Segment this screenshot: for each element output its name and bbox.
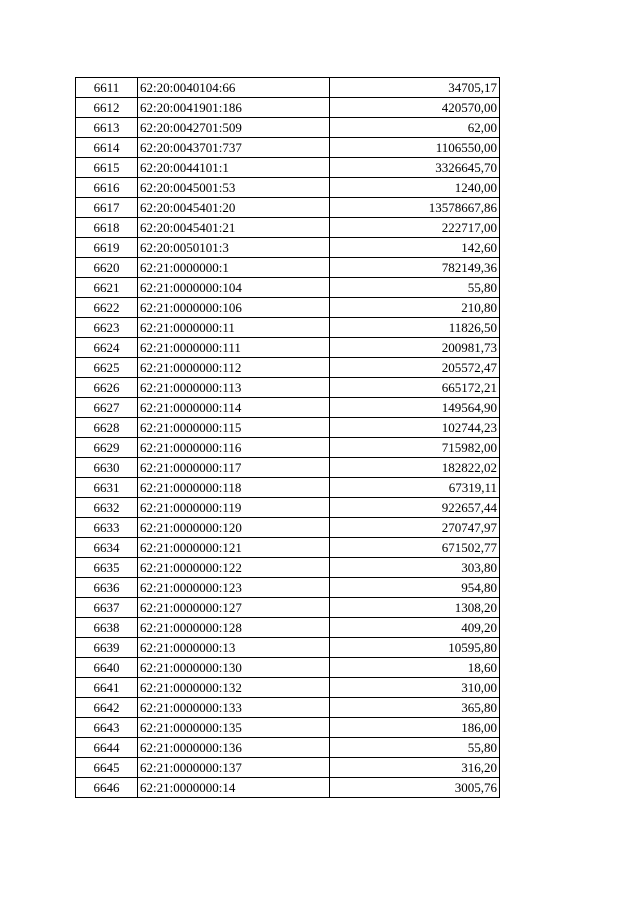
cadastral-number-cell: 62:21:0000000:119 bbox=[138, 498, 330, 518]
table-row bbox=[76, 298, 500, 318]
value-cell: 182822,02 bbox=[330, 458, 500, 478]
table-row bbox=[76, 598, 500, 618]
value-cell: 10595,80 bbox=[330, 638, 500, 658]
table-row bbox=[76, 178, 500, 198]
cadastral-number-cell: 62:20:0041901:186 bbox=[138, 98, 330, 118]
row-number-cell: 6618 bbox=[76, 218, 138, 238]
row-number-cell: 6639 bbox=[76, 638, 138, 658]
value-cell: 3005,76 bbox=[330, 778, 500, 798]
row-number-cell: 6615 bbox=[76, 158, 138, 178]
cadastral-number-cell: 62:21:0000000:14 bbox=[138, 778, 330, 798]
cadastral-number-cell: 62:21:0000000:137 bbox=[138, 758, 330, 778]
value-cell: 409,20 bbox=[330, 618, 500, 638]
table-row bbox=[76, 638, 500, 658]
cadastral-number-cell: 62:20:0045401:20 bbox=[138, 198, 330, 218]
row-number-cell: 6644 bbox=[76, 738, 138, 758]
table-row bbox=[76, 498, 500, 518]
row-number-cell: 6631 bbox=[76, 478, 138, 498]
row-number-cell: 6619 bbox=[76, 238, 138, 258]
row-number-cell: 6634 bbox=[76, 538, 138, 558]
value-cell: 18,60 bbox=[330, 658, 500, 678]
row-number-cell: 6612 bbox=[76, 98, 138, 118]
cadastral-number-cell: 62:20:0045401:21 bbox=[138, 218, 330, 238]
row-number-cell: 6620 bbox=[76, 258, 138, 278]
cadastral-number-cell: 62:21:0000000:127 bbox=[138, 598, 330, 618]
value-cell: 11826,50 bbox=[330, 318, 500, 338]
row-number-cell: 6645 bbox=[76, 758, 138, 778]
value-cell: 186,00 bbox=[330, 718, 500, 738]
table-row bbox=[76, 458, 500, 478]
value-cell: 55,80 bbox=[330, 278, 500, 298]
value-cell: 222717,00 bbox=[330, 218, 500, 238]
table-row bbox=[76, 718, 500, 738]
row-number-cell: 6632 bbox=[76, 498, 138, 518]
table-row bbox=[76, 778, 500, 798]
table-row bbox=[76, 218, 500, 238]
row-number-cell: 6638 bbox=[76, 618, 138, 638]
value-cell: 310,00 bbox=[330, 678, 500, 698]
cadastral-number-cell: 62:20:0045001:53 bbox=[138, 178, 330, 198]
cadastral-number-cell: 62:21:0000000:13 bbox=[138, 638, 330, 658]
value-cell: 1308,20 bbox=[330, 598, 500, 618]
cadastral-number-cell: 62:21:0000000:111 bbox=[138, 338, 330, 358]
value-cell: 149564,90 bbox=[330, 398, 500, 418]
cadastral-number-cell: 62:21:0000000:115 bbox=[138, 418, 330, 438]
table-row bbox=[76, 78, 500, 98]
cadastral-number-cell: 62:21:0000000:132 bbox=[138, 678, 330, 698]
value-cell: 1240,00 bbox=[330, 178, 500, 198]
table-row bbox=[76, 318, 500, 338]
table-row bbox=[76, 338, 500, 358]
row-number-cell: 6630 bbox=[76, 458, 138, 478]
table-row bbox=[76, 678, 500, 698]
row-number-cell: 6640 bbox=[76, 658, 138, 678]
cadastral-number-cell: 62:20:0050101:3 bbox=[138, 238, 330, 258]
cadastral-number-cell: 62:21:0000000:122 bbox=[138, 558, 330, 578]
row-number-cell: 6623 bbox=[76, 318, 138, 338]
table-row bbox=[76, 278, 500, 298]
value-cell: 205572,47 bbox=[330, 358, 500, 378]
cadastral-number-cell: 62:21:0000000:123 bbox=[138, 578, 330, 598]
value-cell: 316,20 bbox=[330, 758, 500, 778]
row-number-cell: 6613 bbox=[76, 118, 138, 138]
row-number-cell: 6641 bbox=[76, 678, 138, 698]
cadastral-value-table bbox=[75, 77, 500, 798]
row-number-cell: 6629 bbox=[76, 438, 138, 458]
table-row bbox=[76, 378, 500, 398]
row-number-cell: 6625 bbox=[76, 358, 138, 378]
value-cell: 3326645,70 bbox=[330, 158, 500, 178]
cadastral-number-cell: 62:21:0000000:121 bbox=[138, 538, 330, 558]
value-cell: 142,60 bbox=[330, 238, 500, 258]
row-number-cell: 6624 bbox=[76, 338, 138, 358]
cadastral-number-cell: 62:21:0000000:104 bbox=[138, 278, 330, 298]
value-cell: 922657,44 bbox=[330, 498, 500, 518]
value-cell: 954,80 bbox=[330, 578, 500, 598]
table-row bbox=[76, 618, 500, 638]
row-number-cell: 6614 bbox=[76, 138, 138, 158]
cadastral-number-cell: 62:21:0000000:120 bbox=[138, 518, 330, 538]
cadastral-number-cell: 62:21:0000000:135 bbox=[138, 718, 330, 738]
table-body bbox=[76, 78, 500, 798]
cadastral-number-cell: 62:21:0000000:116 bbox=[138, 438, 330, 458]
value-cell: 671502,77 bbox=[330, 538, 500, 558]
value-cell: 55,80 bbox=[330, 738, 500, 758]
cadastral-number-cell: 62:21:0000000:128 bbox=[138, 618, 330, 638]
row-number-cell: 6628 bbox=[76, 418, 138, 438]
cadastral-number-cell: 62:21:0000000:114 bbox=[138, 398, 330, 418]
table-row bbox=[76, 158, 500, 178]
value-cell: 34705,17 bbox=[330, 78, 500, 98]
cadastral-number-cell: 62:20:0042701:509 bbox=[138, 118, 330, 138]
value-cell: 200981,73 bbox=[330, 338, 500, 358]
table-row bbox=[76, 518, 500, 538]
cadastral-number-cell: 62:20:0043701:737 bbox=[138, 138, 330, 158]
row-number-cell: 6646 bbox=[76, 778, 138, 798]
cadastral-number-cell: 62:21:0000000:1 bbox=[138, 258, 330, 278]
table-row bbox=[76, 578, 500, 598]
cadastral-number-cell: 62:21:0000000:106 bbox=[138, 298, 330, 318]
cadastral-number-cell: 62:21:0000000:118 bbox=[138, 478, 330, 498]
cadastral-number-cell: 62:20:0044101:1 bbox=[138, 158, 330, 178]
table-row bbox=[76, 538, 500, 558]
value-cell: 665172,21 bbox=[330, 378, 500, 398]
row-number-cell: 6637 bbox=[76, 598, 138, 618]
row-number-cell: 6621 bbox=[76, 278, 138, 298]
cadastral-number-cell: 62:21:0000000:113 bbox=[138, 378, 330, 398]
row-number-cell: 6642 bbox=[76, 698, 138, 718]
table-row bbox=[76, 658, 500, 678]
cadastral-number-cell: 62:21:0000000:136 bbox=[138, 738, 330, 758]
value-cell: 420570,00 bbox=[330, 98, 500, 118]
row-number-cell: 6622 bbox=[76, 298, 138, 318]
row-number-cell: 6626 bbox=[76, 378, 138, 398]
table-row bbox=[76, 558, 500, 578]
cadastral-number-cell: 62:21:0000000:133 bbox=[138, 698, 330, 718]
table-row bbox=[76, 138, 500, 158]
value-cell: 62,00 bbox=[330, 118, 500, 138]
row-number-cell: 6611 bbox=[76, 78, 138, 98]
cadastral-number-cell: 62:21:0000000:117 bbox=[138, 458, 330, 478]
row-number-cell: 6627 bbox=[76, 398, 138, 418]
table-row bbox=[76, 478, 500, 498]
value-cell: 303,80 bbox=[330, 558, 500, 578]
cadastral-number-cell: 62:21:0000000:130 bbox=[138, 658, 330, 678]
row-number-cell: 6617 bbox=[76, 198, 138, 218]
value-cell: 270747,97 bbox=[330, 518, 500, 538]
row-number-cell: 6643 bbox=[76, 718, 138, 738]
value-cell: 13578667,86 bbox=[330, 198, 500, 218]
table-row bbox=[76, 258, 500, 278]
cadastral-number-cell: 62:21:0000000:11 bbox=[138, 318, 330, 338]
cadastral-number-cell: 62:21:0000000:112 bbox=[138, 358, 330, 378]
table-row bbox=[76, 398, 500, 418]
table-row bbox=[76, 358, 500, 378]
table-row bbox=[76, 438, 500, 458]
table-row bbox=[76, 98, 500, 118]
value-cell: 715982,00 bbox=[330, 438, 500, 458]
table-row bbox=[76, 198, 500, 218]
table-row bbox=[76, 418, 500, 438]
value-cell: 102744,23 bbox=[330, 418, 500, 438]
table-row bbox=[76, 738, 500, 758]
value-cell: 365,80 bbox=[330, 698, 500, 718]
row-number-cell: 6633 bbox=[76, 518, 138, 538]
row-number-cell: 6636 bbox=[76, 578, 138, 598]
table-row bbox=[76, 758, 500, 778]
value-cell: 1106550,00 bbox=[330, 138, 500, 158]
value-cell: 782149,36 bbox=[330, 258, 500, 278]
table-row bbox=[76, 118, 500, 138]
row-number-cell: 6616 bbox=[76, 178, 138, 198]
table-row bbox=[76, 238, 500, 258]
value-cell: 210,80 bbox=[330, 298, 500, 318]
table-row bbox=[76, 698, 500, 718]
value-cell: 67319,11 bbox=[330, 478, 500, 498]
cadastral-number-cell: 62:20:0040104:66 bbox=[138, 78, 330, 98]
row-number-cell: 6635 bbox=[76, 558, 138, 578]
